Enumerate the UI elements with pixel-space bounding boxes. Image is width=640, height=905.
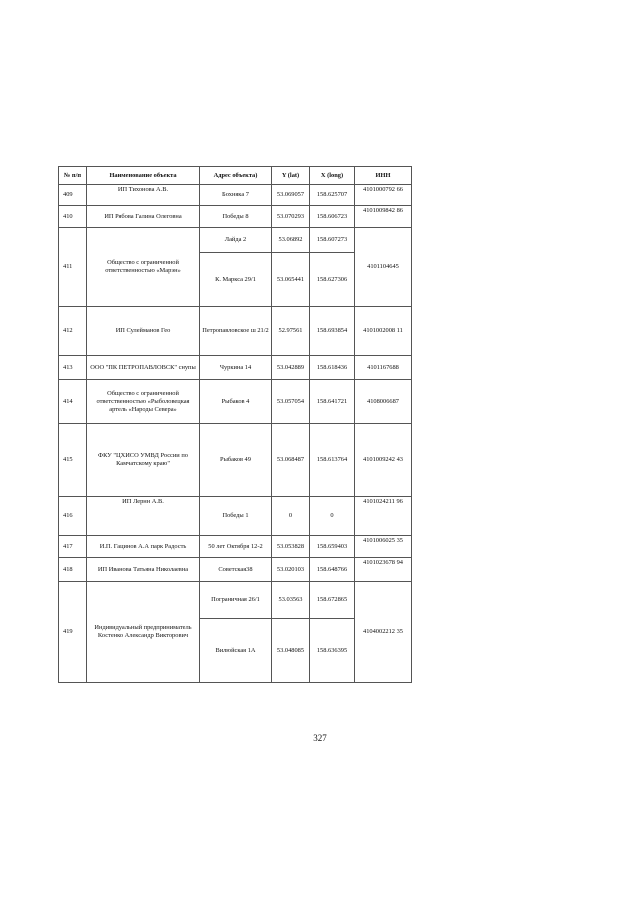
row-number: 416	[59, 497, 87, 536]
row-number: 413	[59, 356, 87, 380]
object-name: ИП Лернн А.В.	[87, 497, 200, 536]
inn: 4101023678 94	[355, 558, 412, 582]
inn: 4101167688	[355, 356, 412, 380]
longitude: 158.625707	[310, 185, 355, 206]
object-address: Победы 1	[200, 497, 272, 536]
table-row	[59, 424, 412, 497]
col-header-lat: Y (lat)	[272, 167, 310, 185]
inn: 4101009242 43	[355, 424, 412, 497]
inn: 4104002212 35	[355, 582, 412, 683]
table-row	[59, 228, 412, 253]
col-header-num: № п/п	[59, 167, 87, 185]
inn: 4101000792 66	[355, 185, 412, 206]
row-number: 417	[59, 536, 87, 558]
object-name: Общество с ограниченной ответственностью «Марэн»	[87, 228, 200, 307]
row-number: 410	[59, 206, 87, 228]
longitude: 158.627306	[310, 253, 355, 307]
latitude: 53.057054	[272, 380, 310, 424]
object-name: ИП Рябова Галина Олеговна	[87, 206, 200, 228]
object-name: И.П. Гацинов А.А парк Радость	[87, 536, 200, 558]
object-address: Вилюйская 1А	[200, 619, 272, 683]
latitude: 0	[272, 497, 310, 536]
latitude: 53.03563	[272, 582, 310, 619]
object-address: Лайда 2	[200, 228, 272, 253]
object-address: Рыбаков 49	[200, 424, 272, 497]
longitude: 158.607273	[310, 228, 355, 253]
inn: 4108006687	[355, 380, 412, 424]
inn: 4101024211 96	[355, 497, 412, 536]
row-number: 411	[59, 228, 87, 307]
longitude: 0	[310, 497, 355, 536]
latitude: 53.068487	[272, 424, 310, 497]
inn: 4101002008 11	[355, 307, 412, 356]
table-row	[59, 380, 412, 424]
object-address: Бохняка 7	[200, 185, 272, 206]
object-address: 50 лет Октября 12-2	[200, 536, 272, 558]
object-name: Индивидуальный предприниматель Костенко Александр Викторович	[87, 582, 200, 683]
table-row	[59, 582, 412, 619]
col-header-inn: ИНН	[355, 167, 412, 185]
object-name: ФКУ "ЦХИСО УМВД России по Камчатскому краю"	[87, 424, 200, 497]
table-row	[59, 185, 412, 206]
table-row	[59, 206, 412, 228]
table-row	[59, 307, 412, 356]
object-name: Общество с ограниченной ответственностью «Рыболовецкая артель «Народы Севера»	[87, 380, 200, 424]
header-row	[59, 167, 412, 185]
longitude: 158.618436	[310, 356, 355, 380]
object-name: ООО "ПК ПЕТРОПАВЛОВСК" снупы	[87, 356, 200, 380]
table-row	[59, 356, 412, 380]
longitude: 158.606723	[310, 206, 355, 228]
object-address: Петропавловское ш 21/2	[200, 307, 272, 356]
latitude: 53.020103	[272, 558, 310, 582]
object-name: ИП Иванова Татьяна Николаевна	[87, 558, 200, 582]
table-row	[59, 536, 412, 558]
inn: 4101006025 35	[355, 536, 412, 558]
page-number: 327	[313, 733, 327, 743]
object-name: ИП Тихонова А.В.	[87, 185, 200, 206]
row-number: 414	[59, 380, 87, 424]
longitude: 158.613764	[310, 424, 355, 497]
col-header-address: Адрес объекта)	[200, 167, 272, 185]
latitude: 53.048085	[272, 619, 310, 683]
longitude: 158.659403	[310, 536, 355, 558]
latitude: 53.069057	[272, 185, 310, 206]
object-address: Рыбаков 4	[200, 380, 272, 424]
latitude: 53.065441	[272, 253, 310, 307]
row-number: 419	[59, 582, 87, 683]
table-row	[59, 558, 412, 582]
object-address: К. Маркса 29/1	[200, 253, 272, 307]
latitude: 52.97561	[272, 307, 310, 356]
col-header-name: Наименование объекта	[87, 167, 200, 185]
row-number: 412	[59, 307, 87, 356]
inn: 4101009842 86	[355, 206, 412, 228]
object-address: Победы 8	[200, 206, 272, 228]
row-number: 409	[59, 185, 87, 206]
table-row	[59, 497, 412, 536]
object-address: Пограничная 26/1	[200, 582, 272, 619]
object-name: ИП Сулейманов Гео	[87, 307, 200, 356]
latitude: 53.053828	[272, 536, 310, 558]
longitude: 158.672865	[310, 582, 355, 619]
latitude: 53.070293	[272, 206, 310, 228]
longitude: 158.648766	[310, 558, 355, 582]
row-number: 418	[59, 558, 87, 582]
longitude: 158.641721	[310, 380, 355, 424]
row-number: 415	[59, 424, 87, 497]
object-address: Советская38	[200, 558, 272, 582]
objects-table	[58, 166, 412, 683]
longitude: 158.636395	[310, 619, 355, 683]
longitude: 158.693854	[310, 307, 355, 356]
inn: 4101104645	[355, 228, 412, 307]
object-address: Чуркина 14	[200, 356, 272, 380]
latitude: 53.06892	[272, 228, 310, 253]
latitude: 53.042889	[272, 356, 310, 380]
col-header-long: X (long)	[310, 167, 355, 185]
